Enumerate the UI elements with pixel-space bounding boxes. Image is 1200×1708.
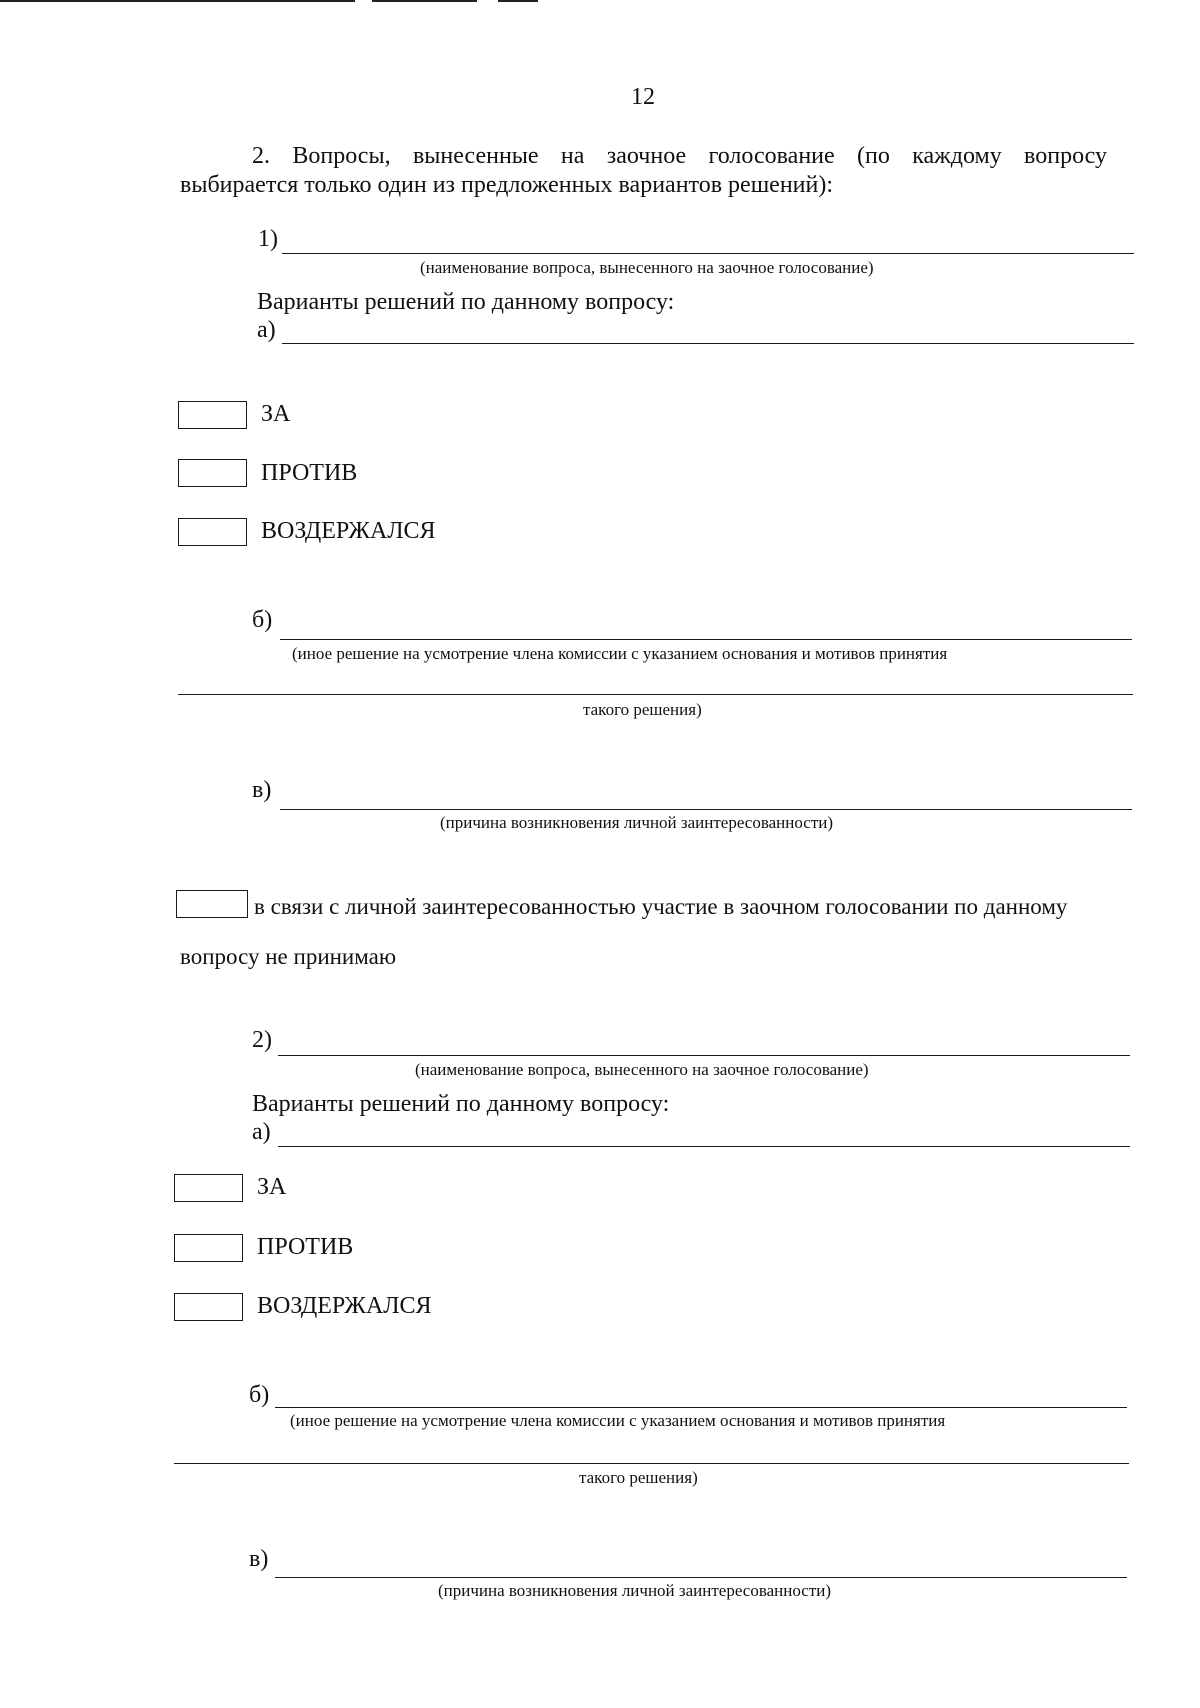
q2-option-v-label: в) <box>249 1546 269 1572</box>
intro-line-2: выбирается только один из предложенных вариантов решений): <box>180 172 834 198</box>
q1-option-b-caption-1: (иное решение на усмотрение члена комиссии с указанием основания и мотивов принятия <box>292 644 948 663</box>
q2-option-b-blank-2[interactable] <box>174 1463 1129 1464</box>
q1-vote-abstain-label: ВОЗДЕРЖАЛСЯ <box>261 518 436 544</box>
q1-option-b-caption-2: такого решения) <box>583 700 702 719</box>
q2-option-b-blank[interactable] <box>275 1407 1127 1408</box>
q1-question-blank[interactable] <box>282 253 1134 254</box>
q1-nonparticipation-checkbox[interactable] <box>176 890 248 918</box>
page-number: 12 <box>631 84 655 110</box>
q1-vote-for-label: ЗА <box>261 401 291 427</box>
q2-vote-against-label: ПРОТИВ <box>257 1234 354 1260</box>
q1-option-v-caption: (причина возникновения личной заинтересованности) <box>440 813 834 832</box>
scan-edge-line <box>498 0 538 2</box>
q1-nonparticipation-line-1: в связи с личной заинтересованностью участие в заочном голосовании по данному <box>254 894 1068 919</box>
q2-vote-for-label: ЗА <box>257 1174 287 1200</box>
q1-option-v-label: в) <box>252 777 272 803</box>
scan-edge-line <box>0 0 355 2</box>
q2-vote-abstain-checkbox[interactable] <box>174 1293 243 1321</box>
q1-options-title: Варианты решений по данному вопросу: <box>257 289 675 315</box>
q1-number: 1) <box>258 226 278 252</box>
q1-option-v-blank[interactable] <box>280 809 1132 810</box>
q2-vote-abstain-label: ВОЗДЕРЖАЛСЯ <box>257 1293 432 1319</box>
q2-number: 2) <box>252 1027 272 1053</box>
q2-options-title: Варианты решений по данному вопросу: <box>252 1091 670 1117</box>
q1-nonparticipation-line-2: вопросу не принимаю <box>180 944 397 969</box>
q2-option-v-caption: (причина возникновения личной заинтересованности) <box>438 1581 832 1600</box>
q2-option-b-caption-1: (иное решение на усмотрение члена комиссии с указанием основания и мотивов принятия <box>290 1411 946 1430</box>
q1-question-caption: (наименование вопроса, вынесенного на заочное голосование) <box>420 258 874 277</box>
q2-question-caption: (наименование вопроса, вынесенного на заочное голосование) <box>415 1060 869 1079</box>
q1-option-a-blank[interactable] <box>282 343 1134 344</box>
q2-option-b-label: б) <box>249 1382 270 1408</box>
q2-option-a-blank[interactable] <box>278 1146 1130 1147</box>
q1-vote-abstain-checkbox[interactable] <box>178 518 247 546</box>
q1-option-b-blank[interactable] <box>280 639 1132 640</box>
intro-line-1: 2. Вопросы, вынесенные на заочное голосование (по каждому вопросу <box>252 143 1107 169</box>
q1-vote-against-checkbox[interactable] <box>178 459 247 487</box>
q1-option-b-blank-2[interactable] <box>178 694 1133 695</box>
q1-option-a-label: а) <box>257 317 276 343</box>
q1-vote-against-label: ПРОТИВ <box>261 460 358 486</box>
q2-vote-against-checkbox[interactable] <box>174 1234 243 1262</box>
scan-edge-line <box>372 0 477 2</box>
q2-option-a-label: а) <box>252 1119 271 1145</box>
q1-option-b-label: б) <box>252 607 273 633</box>
q2-option-b-caption-2: такого решения) <box>579 1468 698 1487</box>
q2-option-v-blank[interactable] <box>275 1577 1127 1578</box>
q1-vote-for-checkbox[interactable] <box>178 401 247 429</box>
q2-vote-for-checkbox[interactable] <box>174 1174 243 1202</box>
q2-question-blank[interactable] <box>278 1055 1130 1056</box>
